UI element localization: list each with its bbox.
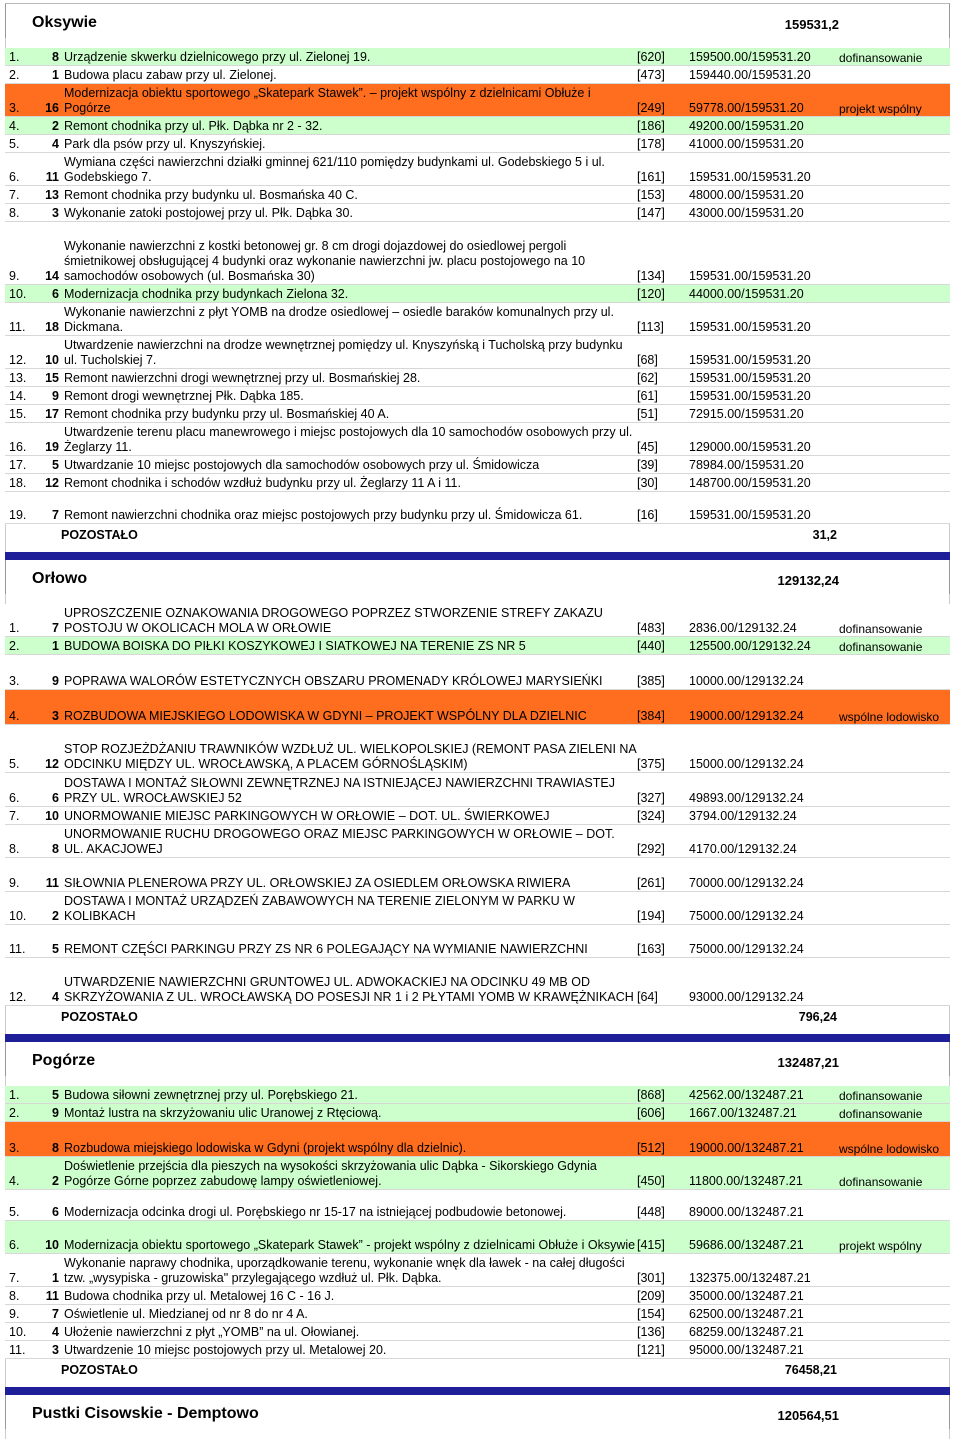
- row-priority: 1: [52, 639, 59, 653]
- row-cost: 70000.00/129132.24: [689, 876, 804, 890]
- table-row: [5, 117, 950, 135]
- row-priority: 6: [52, 791, 59, 805]
- row-cost: 159531.00/159531.20: [689, 389, 811, 403]
- row-status: dofinansowanie: [839, 51, 923, 65]
- row-cost: 159531.00/159531.20: [689, 371, 811, 385]
- remaining-row: [5, 524, 950, 542]
- remaining-label: POZOSTAŁO: [61, 528, 138, 542]
- district-header: [5, 560, 950, 594]
- row-cost: 49200.00/159531.20: [689, 119, 804, 133]
- row-number: 4.: [9, 1174, 20, 1188]
- row-number: 8.: [9, 206, 20, 220]
- row-priority: 2: [52, 1174, 59, 1188]
- row-cost: 3794.00/129132.24: [689, 809, 797, 823]
- row-priority: 11: [45, 170, 59, 184]
- district-section: [5, 1042, 950, 1395]
- table-row: [5, 456, 950, 474]
- row-cost: 59778.00/159531.20: [689, 101, 804, 115]
- row-priority: 10: [45, 353, 59, 367]
- table-row: [5, 1305, 950, 1323]
- row-title: Montaż lustra na skrzyżowaniu ulic Uranowej z Rtęciową.: [64, 1106, 382, 1120]
- row-votes: [375]: [637, 757, 665, 771]
- table-row: [5, 1221, 950, 1254]
- row-number: 15.: [9, 407, 27, 421]
- row-title: Budowa placu zabaw przy ul. Zielonej.: [64, 68, 277, 82]
- row-title: Remont chodnika przy ul. Płk. Dąbka nr 2 - 32.: [64, 119, 323, 133]
- row-priority: 12: [45, 757, 59, 771]
- section-divider: [5, 1034, 950, 1042]
- row-status: dofinansowanie: [839, 1107, 923, 1121]
- row-title: UNORMOWANIE RUCHU DROGOWEGO ORAZ MIEJSC PARKINGOWYCH W ORŁOWIE – DOT. UL. AKACJOWEJ: [64, 827, 615, 856]
- row-cost: 159531.00/159531.20: [689, 508, 811, 522]
- row-number: 5.: [9, 1205, 20, 1219]
- row-title: UTWARDZENIE NAWIERZCHNI GRUNTOWEJ UL. ADWOKACKIEJ NA ODCINKU 49 MB OD SKRZYŻOWANIA Z UL. WROCŁAWSKĄ DO POSESJI NR 1 i 2 PŁYTAMI YOMB W KRAWĘŻNIKACH: [64, 975, 634, 1004]
- row-votes: [448]: [637, 1205, 665, 1219]
- row-priority: 3: [52, 709, 59, 723]
- row-votes: [327]: [637, 791, 665, 805]
- row-title: Utwardzenie nawierzchni na drodze wewnętrznej pomiędzy ul. Knyszyńską i Tucholską przy budynku ul. Tucholskiej 7.: [64, 338, 623, 367]
- row-title: Remont chodnika i schodów wzdłuż budynku przy ul. Żeglarzy 11 A i 11.: [64, 476, 461, 490]
- row-priority: 7: [52, 508, 59, 522]
- row-priority: 11: [45, 876, 59, 890]
- row-title: Utwardzanie 10 miejsc postojowych dla samochodów osobowych przy ul. Śmidowicza: [64, 458, 540, 472]
- row-number: 7.: [9, 1271, 20, 1285]
- row-number: 3.: [9, 1141, 20, 1155]
- row-status: projekt wspólny: [839, 1239, 922, 1253]
- row-number: 10.: [9, 909, 27, 923]
- table-row: [5, 369, 950, 387]
- row-number: 1.: [9, 50, 20, 64]
- row-number: 19.: [9, 508, 27, 522]
- row-votes: [120]: [637, 287, 665, 301]
- row-priority: 8: [52, 1141, 59, 1155]
- table-row: [5, 135, 950, 153]
- table-row: [5, 825, 950, 858]
- row-title: DOSTAWA I MONTAŻ URZĄDZEŃ ZABAWOWYCH NA TERENIE ZIELONYM W PARKU W KOLIBKACH: [64, 894, 575, 923]
- district-header: [5, 1395, 950, 1429]
- row-cost: 19000.00/132487.21: [689, 1141, 804, 1155]
- row-cost: 75000.00/129132.24: [689, 942, 804, 956]
- remaining-label: POZOSTAŁO: [61, 1010, 138, 1024]
- row-number: 8.: [9, 842, 20, 856]
- row-title: Wykonanie nawierzchni z kostki betonowej gr. 8 cm drogi dojazdowej do osiedlowej pergoli śmietnikowej obsługującej 4 budynki oraz wykonanie nawierzchni jw. placu postojowego na 10 samochodów osobowych (ul. Bosmańska 30): [64, 239, 586, 283]
- row-title: Modernizacja obiektu sportowego „Skatepark Stawek” - projekt wspólny z dzielnicami Obłuże i Oksywie: [64, 1238, 636, 1252]
- row-priority: 3: [52, 1343, 59, 1357]
- row-cost: 4170.00/129132.24: [689, 842, 797, 856]
- table-row: [5, 153, 950, 186]
- row-title: ROZBUDOWA MIEJSKIEGO LODOWISKA W GDYNI – PROJEKT WSPÓLNY DLA DZIELNIC: [64, 709, 587, 723]
- table-row: [5, 204, 950, 222]
- row-cost: 68259.00/132487.21: [689, 1325, 804, 1339]
- table-row: [5, 405, 950, 423]
- district-name: Pogórze: [32, 1052, 96, 1069]
- remaining-value: 31,2: [812, 528, 837, 542]
- row-cost: 78984.00/159531.20: [689, 458, 804, 472]
- row-priority: 9: [52, 1106, 59, 1120]
- table-row: [5, 637, 950, 655]
- row-title: Budowa chodnika przy ul. Metalowej 16 C - 16 J.: [64, 1289, 335, 1303]
- row-number: 12.: [9, 353, 27, 367]
- remaining-row: [5, 1006, 950, 1024]
- table-row: [5, 925, 950, 958]
- row-priority: 12: [45, 476, 59, 490]
- row-votes: [68]: [637, 353, 658, 367]
- district-total: 120564,51: [777, 1408, 839, 1423]
- row-cost: 132375.00/132487.21: [689, 1271, 811, 1285]
- row-status: wspólne lodowisko: [839, 1142, 940, 1156]
- row-priority: 9: [52, 674, 59, 688]
- row-title: POPRAWA WALORÓW ESTETYCZNYCH OBSZARU PROMENADY KRÓLOWEJ MARYSIEŃKI: [64, 674, 603, 688]
- row-votes: [178]: [637, 137, 665, 151]
- row-title: Remont chodnika przy budynku ul. Bosmańska 40 C.: [64, 188, 358, 202]
- row-cost: 89000.00/132487.21: [689, 1205, 804, 1219]
- row-priority: 4: [52, 990, 59, 1004]
- row-votes: [473]: [637, 68, 665, 82]
- remaining-value: 76458,21: [784, 1363, 837, 1377]
- district-name: Pustki Cisowskie - Demptowo: [32, 1405, 259, 1422]
- row-number: 11.: [9, 1343, 26, 1357]
- row-title: Doświetlenie przejścia dla pieszych na wysokości skrzyżowania ulic Dąbka - Sikorskiego Gdynia Pogórze Górne poprzez zabudowę lampy oświetleniowej.: [64, 1159, 597, 1188]
- row-priority: 6: [52, 287, 59, 301]
- row-cost: 129000.00/159531.20: [689, 440, 811, 454]
- row-votes: [147]: [637, 206, 665, 220]
- row-number: 16.: [9, 440, 27, 454]
- row-title: DOSTAWA I MONTAŻ SIŁOWNI ZEWNĘTRZNEJ NA ISTNIEJĄCEJ NAWIERZCHNI TRAWIASTEJ PRZY UL. WROCŁAWSKIEJ 52: [64, 776, 615, 805]
- table-row: [5, 1086, 950, 1104]
- row-status: dofinansowanie: [839, 640, 923, 654]
- row-priority: 17: [45, 407, 59, 421]
- row-priority: 3: [52, 206, 59, 220]
- row-priority: 1: [52, 1271, 59, 1285]
- row-cost: 35000.00/132487.21: [689, 1289, 804, 1303]
- row-priority: 7: [52, 1307, 59, 1321]
- row-title: UNORMOWANIE MIEJSC PARKINGOWYCH W ORŁOWIE – DOT. UL. ŚWIERKOWEJ: [64, 809, 550, 823]
- row-title: Budowa siłowni zewnętrznej przy ul. Porębskiego 21.: [64, 1088, 358, 1102]
- row-number: 18.: [9, 476, 27, 490]
- spacer: [5, 542, 950, 552]
- row-title: Wykonanie nawierzchni z płyt YOMB na drodze osiedlowej – osiedle baraków komunalnych przy ul. Dickmana.: [64, 305, 614, 334]
- row-title: Modernizacja chodnika przy budynkach Zielona 32.: [64, 287, 349, 301]
- row-votes: [30]: [637, 476, 658, 490]
- district-section: [5, 1395, 950, 1439]
- row-title: Remont chodnika przy budynku przy ul. Bosmańskiej 40 A.: [64, 407, 390, 421]
- row-priority: 7: [52, 621, 59, 635]
- row-votes: [620]: [637, 50, 665, 64]
- district-total: 129132,24: [777, 573, 839, 588]
- row-votes: [64]: [637, 990, 658, 1004]
- row-cost: 43000.00/159531.20: [689, 206, 804, 220]
- table-row: [5, 807, 950, 825]
- row-number: 11.: [9, 320, 26, 334]
- table-row: [5, 492, 950, 524]
- row-votes: [161]: [637, 170, 665, 184]
- table-row: [5, 222, 950, 285]
- row-priority: 10: [45, 809, 59, 823]
- table-row: [5, 1287, 950, 1305]
- row-cost: 48000.00/159531.20: [689, 188, 804, 202]
- row-cost: 159531.00/159531.20: [689, 353, 811, 367]
- remaining-value: 796,24: [798, 1010, 837, 1024]
- row-priority: 6: [52, 1205, 59, 1219]
- table-row: [5, 958, 950, 1006]
- district-header: [5, 3, 950, 38]
- row-votes: [249]: [637, 101, 665, 115]
- district-total: 132487,21: [777, 1055, 839, 1070]
- row-votes: [39]: [637, 458, 658, 472]
- table-row: [5, 474, 950, 492]
- row-title: Remont nawierzchni chodnika oraz miejsc postojowych przy budynku przy ul. Śmidowicza 61.: [64, 508, 583, 522]
- row-title: Modernizacja obiektu sportowego „Skatepark Stawek”. – projekt wspólny z dzielnicami Obłuże i Pogórze: [64, 86, 591, 115]
- row-votes: [163]: [637, 942, 665, 956]
- row-cost: 15000.00/129132.24: [689, 757, 804, 771]
- row-number: 5.: [9, 137, 20, 151]
- row-status: projekt wspólny: [839, 102, 922, 116]
- row-title: Remont nawierzchni drogi wewnętrznej przy ul. Bosmańskiej 28.: [64, 371, 421, 385]
- table-row: [5, 303, 950, 336]
- table-row: [5, 387, 950, 405]
- row-title: Urządzenie skwerku dzielnicowego przy ul. Zielonej 19.: [64, 50, 371, 64]
- table-row: [5, 66, 950, 84]
- table-row: [5, 186, 950, 204]
- row-number: 1.: [9, 1088, 20, 1102]
- row-number: 9.: [9, 1307, 20, 1321]
- row-number: 4.: [9, 119, 20, 133]
- row-priority: 13: [45, 188, 59, 202]
- row-cost: 159531.00/159531.20: [689, 320, 811, 334]
- row-votes: [45]: [637, 440, 658, 454]
- row-votes: [136]: [637, 1325, 665, 1339]
- row-title: Ułożenie nawierzchni z płyt „YOMB” na ul. Ołowianej.: [64, 1325, 360, 1339]
- row-number: 1.: [9, 621, 20, 635]
- district-section: [5, 560, 950, 1042]
- row-number: 2.: [9, 639, 20, 653]
- row-cost: 2836.00/129132.24: [689, 621, 797, 635]
- row-number: 8.: [9, 1289, 20, 1303]
- row-number: 5.: [9, 757, 20, 771]
- row-number: 12.: [9, 990, 27, 1004]
- row-cost: 1667.00/132487.21: [689, 1106, 797, 1120]
- row-votes: [483]: [637, 621, 665, 635]
- row-number: 7.: [9, 188, 20, 202]
- row-number: 11.: [9, 942, 26, 956]
- row-votes: [51]: [637, 407, 658, 421]
- row-priority: 14: [45, 269, 59, 283]
- row-title: Rozbudowa miejskiego lodowiska w Gdyni (projekt wspólny dla dzielnic).: [64, 1141, 467, 1155]
- row-title: BUDOWA BOISKA DO PIŁKI KOSZYKOWEJ I SIATKOWEJ NA TERENIE ZS NR 5: [64, 639, 526, 653]
- row-title: Remont drogi wewnętrznej Płk. Dąbka 185.: [64, 389, 304, 403]
- row-votes: [450]: [637, 1174, 665, 1188]
- row-title: Modernizacja odcinka drogi ul. Porębskiego nr 15-17 na istniejącej podbudowie betonowej.: [64, 1205, 567, 1219]
- row-title: REMONT CZĘŚCI PARKINGU PRZY ZS NR 6 POLEGAJĄCY NA WYMIANIE NAWIERZCHNI: [64, 942, 588, 956]
- row-status: dofinansowanie: [839, 622, 923, 636]
- row-priority: 4: [52, 1325, 59, 1339]
- row-votes: [194]: [637, 909, 665, 923]
- table-row: [5, 725, 950, 773]
- row-priority: 8: [52, 842, 59, 856]
- row-title: Oświetlenie ul. Miedzianej od nr 8 do nr 4 A.: [64, 1307, 308, 1321]
- row-number: 17.: [9, 458, 27, 472]
- section-divider: [5, 1387, 950, 1395]
- table-row: [5, 1122, 950, 1157]
- row-priority: 9: [52, 389, 59, 403]
- table-row: [5, 1254, 950, 1287]
- table-row: [5, 423, 950, 456]
- row-number: 6.: [9, 791, 20, 805]
- row-votes: [261]: [637, 876, 665, 890]
- row-votes: [868]: [637, 1088, 665, 1102]
- table-row: [5, 773, 950, 807]
- spacer: [5, 1429, 950, 1439]
- table-row: [5, 48, 950, 66]
- row-cost: 44000.00/159531.20: [689, 287, 804, 301]
- table-row: [5, 285, 950, 303]
- row-number: 3.: [9, 674, 20, 688]
- row-cost: 159531.00/159531.20: [689, 170, 811, 184]
- row-priority: 5: [52, 458, 59, 472]
- row-status: dofinansowanie: [839, 1089, 923, 1103]
- spacer: [5, 38, 950, 48]
- row-priority: 10: [45, 1238, 59, 1252]
- table-row: [5, 1341, 950, 1359]
- row-number: 6.: [9, 170, 20, 184]
- table-row: [5, 84, 950, 117]
- row-number: 4.: [9, 709, 20, 723]
- row-title: Utwardzenie 10 miejsc postojowych przy ul. Metalowej 20.: [64, 1343, 387, 1357]
- row-cost: 42562.00/132487.21: [689, 1088, 804, 1102]
- row-number: 13.: [9, 371, 27, 385]
- row-title: Wykonanie zatoki postojowej przy ul. Płk. Dąbka 30.: [64, 206, 353, 220]
- row-priority: 4: [52, 137, 59, 151]
- table-row: [5, 1104, 950, 1122]
- row-number: 9.: [9, 876, 20, 890]
- table-row: [5, 1157, 950, 1190]
- district-header: [5, 1042, 950, 1076]
- table-row: [5, 336, 950, 369]
- table-row: [5, 690, 950, 725]
- row-cost: 95000.00/132487.21: [689, 1343, 804, 1357]
- row-title: STOP ROZJEŻDŻANIU TRAWNIKÓW WZDŁUŻ UL. WIELKOPOLSKIEJ (REMONT PASA ZIELENI NA ODCINKU MIĘDZY UL. WROCŁAWSKĄ, A PLACEM GÓRNOŚLĄSKIM): [64, 742, 637, 771]
- spacer: [5, 1377, 950, 1387]
- row-title: Utwardzenie terenu placu manewrowego i miejsc postojowych dla 10 samochodów osobowych przy ul. Żeglarzy 11.: [64, 425, 633, 454]
- row-cost: 159500.00/159531.20: [689, 50, 811, 64]
- table-row: [5, 892, 950, 925]
- row-votes: [301]: [637, 1271, 665, 1285]
- row-cost: 10000.00/129132.24: [689, 674, 804, 688]
- row-number: 10.: [9, 1325, 27, 1339]
- table-row: [5, 655, 950, 690]
- row-votes: [62]: [637, 371, 658, 385]
- district-section: [5, 3, 950, 560]
- row-number: 2.: [9, 68, 20, 82]
- row-votes: [292]: [637, 842, 665, 856]
- row-votes: [16]: [637, 508, 658, 522]
- row-votes: [512]: [637, 1141, 665, 1155]
- district-name: Orłowo: [32, 570, 88, 587]
- row-priority: 2: [52, 909, 59, 923]
- row-votes: [415]: [637, 1238, 665, 1252]
- row-votes: [186]: [637, 119, 665, 133]
- row-cost: 159440.00/159531.20: [689, 68, 811, 82]
- row-title: Park dla psów przy ul. Knyszyńskiej.: [64, 137, 266, 151]
- row-votes: [385]: [637, 674, 665, 688]
- row-votes: [61]: [637, 389, 658, 403]
- row-status: dofinansowanie: [839, 1175, 923, 1189]
- table-row: [5, 1190, 950, 1221]
- row-votes: [134]: [637, 269, 665, 283]
- spacer: [5, 1024, 950, 1034]
- table-row: [5, 858, 950, 892]
- row-cost: 159531.00/159531.20: [689, 269, 811, 283]
- remaining-label: POZOSTAŁO: [61, 1363, 138, 1377]
- row-votes: [121]: [637, 1343, 665, 1357]
- row-number: 14.: [9, 389, 27, 403]
- row-status: wspólne lodowisko: [839, 710, 940, 724]
- row-number: 9.: [9, 269, 20, 283]
- row-number: 3.: [9, 101, 20, 115]
- row-cost: 59686.00/132487.21: [689, 1238, 804, 1252]
- row-priority: 5: [52, 942, 59, 956]
- row-cost: 62500.00/132487.21: [689, 1307, 804, 1321]
- row-priority: 16: [45, 101, 59, 115]
- row-cost: 125500.00/129132.24: [689, 639, 811, 653]
- row-votes: [440]: [637, 639, 665, 653]
- row-cost: 11800.00/132487.21: [689, 1174, 803, 1188]
- row-number: 2.: [9, 1106, 20, 1120]
- row-number: 6.: [9, 1238, 20, 1252]
- row-cost: 148700.00/159531.20: [689, 476, 811, 490]
- table-row: [5, 604, 950, 637]
- row-title: SIŁOWNIA PLENEROWA PRZY UL. ORŁOWSKIEJ ZA OSIEDLEM ORŁOWSKA RIWIERA: [64, 876, 571, 890]
- table-row: [5, 1323, 950, 1341]
- row-votes: [153]: [637, 188, 665, 202]
- row-cost: 49893.00/129132.24: [689, 791, 804, 805]
- spacer: [5, 594, 950, 604]
- row-priority: 19: [45, 440, 59, 454]
- row-title: Wykonanie naprawy chodnika, uporządkowanie terenu, wykonanie wnęk dla ławek - na całej długości tzw. „wysypiska - gruzowiska" przylegającego wzdłuż ul. Płk. Dąbka.: [64, 1256, 625, 1285]
- row-title: UPROSZCZENIE OZNAKOWANIA DROGOWEGO POPRZEZ STWORZENIE STREFY ZAKAZU POSTOJU W OKOLICACH MOLA W ORŁOWIE: [64, 606, 603, 635]
- row-votes: [209]: [637, 1289, 665, 1303]
- row-priority: 5: [52, 1088, 59, 1102]
- row-cost: 72915.00/159531.20: [689, 407, 804, 421]
- row-title: Wymiana części nawierzchni działki gminnej 621/110 pomiędzy budynkami ul. Godebskiego 5 i ul. Godebskiego 7.: [64, 155, 605, 184]
- row-priority: 1: [52, 68, 59, 82]
- row-priority: 15: [45, 371, 59, 385]
- district-total: 159531,2: [784, 17, 839, 32]
- row-votes: [606]: [637, 1106, 665, 1120]
- row-votes: [113]: [637, 320, 664, 334]
- section-divider: [5, 552, 950, 560]
- row-votes: [154]: [637, 1307, 665, 1321]
- row-cost: 93000.00/129132.24: [689, 990, 804, 1004]
- row-cost: 75000.00/129132.24: [689, 909, 804, 923]
- budget-sheet: [5, 3, 950, 1439]
- row-priority: 2: [52, 119, 59, 133]
- row-priority: 11: [45, 1289, 59, 1303]
- row-number: 10.: [9, 287, 27, 301]
- row-votes: [324]: [637, 809, 665, 823]
- row-cost: 41000.00/159531.20: [689, 137, 804, 151]
- row-priority: 18: [45, 320, 59, 334]
- remaining-row: [5, 1359, 950, 1377]
- row-priority: 8: [52, 50, 59, 64]
- row-number: 7.: [9, 809, 20, 823]
- spacer: [5, 1076, 950, 1086]
- row-votes: [384]: [637, 709, 665, 723]
- district-name: Oksywie: [32, 14, 97, 31]
- row-cost: 19000.00/129132.24: [689, 709, 804, 723]
